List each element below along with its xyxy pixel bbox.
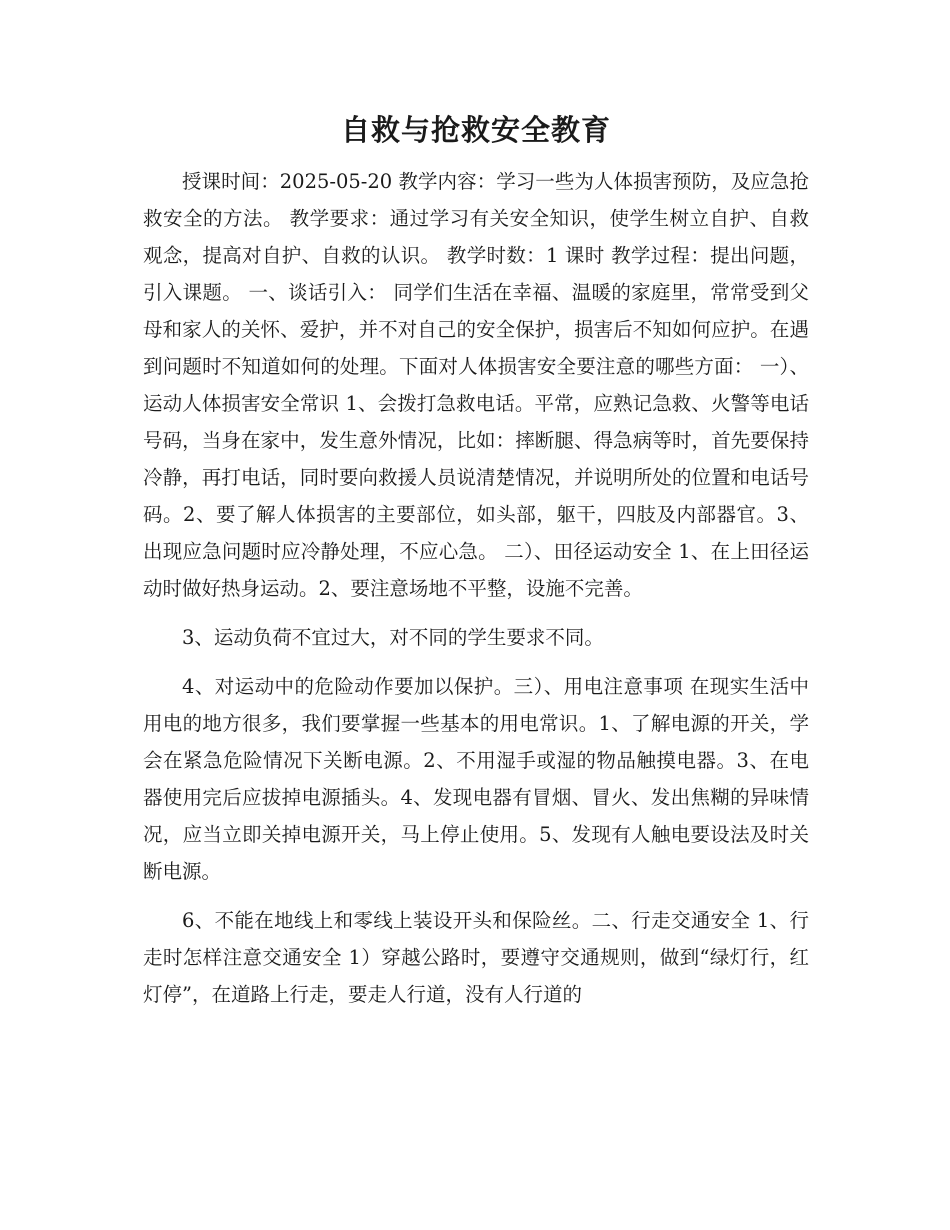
paragraph-4: 6、不能在地线上和零线上装设开头和保险丝。二、行走交通安全 1、行走时怎样注意交通安全 1）穿越公路时，要遵守交通规则，做到“绿灯行，红灯停”，在道路上行走，要走人行道，没有人行道的 xyxy=(143,909,809,1006)
paragraph-1: 授课时间：2025-05-20 教学内容：学习一些为人体损害预防，及应急抢救安全的方法。 教学要求：通过学习有关安全知识，使学生树立自护、自救观念，提高对自护、自救的认识。 教学时数：1 课时 教学过程：提出问题，引入课题。 一、谈话引入： 同学们生活在幸福、温暖的家庭里，常常受到父母和家人的关怀、爱护，并不对自己的安全保护，损害后不知如何应护。在遇到问题时不知道如何的处理。下面对人体损害安全要注意的哪些方面： 一）、运动人体损害安全常识 1、会拨打急救电话。平常，应熟记急救、火警等电话号码，当身在家中，发生意外情况，比如：摔断腿、得急病等时，首先要保持冷静，再打电话，同时要向救援人员说清楚情况，并说明所处的位置和电话号码。2、要了解人体损害的主要部位，如头部，躯干，四肢及内部器官。3、出现应急问题时应冷静处理，不应心急。 二）、田径运动安全 1、在上田径运动时做好热身运动。2、要注意场地不平整，设施不完善。 xyxy=(143,170,809,600)
paragraph-3: 4、对运动中的危险动作要加以保护。三）、用电注意事项 在现实生活中用电的地方很多，我们要掌握一些基本的用电常识。1、了解电源的开关，学会在紧急危险情况下关断电源。2、不用湿手或湿的物品触摸电器。3、在电器使用完后应拔掉电源插头。4、发现电器有冒烟、冒火、发出焦糊的异味情况，应当立即关掉电源开关，马上停止使用。5、发现有人触电要设法及时关断电源。 xyxy=(143,675,809,883)
paragraph-2: 3、运动负荷不宜过大，对不同的学生要求不同。 xyxy=(182,626,604,649)
document-page xyxy=(143,108,809,1025)
document-title: 自救与抢救安全教育 xyxy=(340,113,611,147)
